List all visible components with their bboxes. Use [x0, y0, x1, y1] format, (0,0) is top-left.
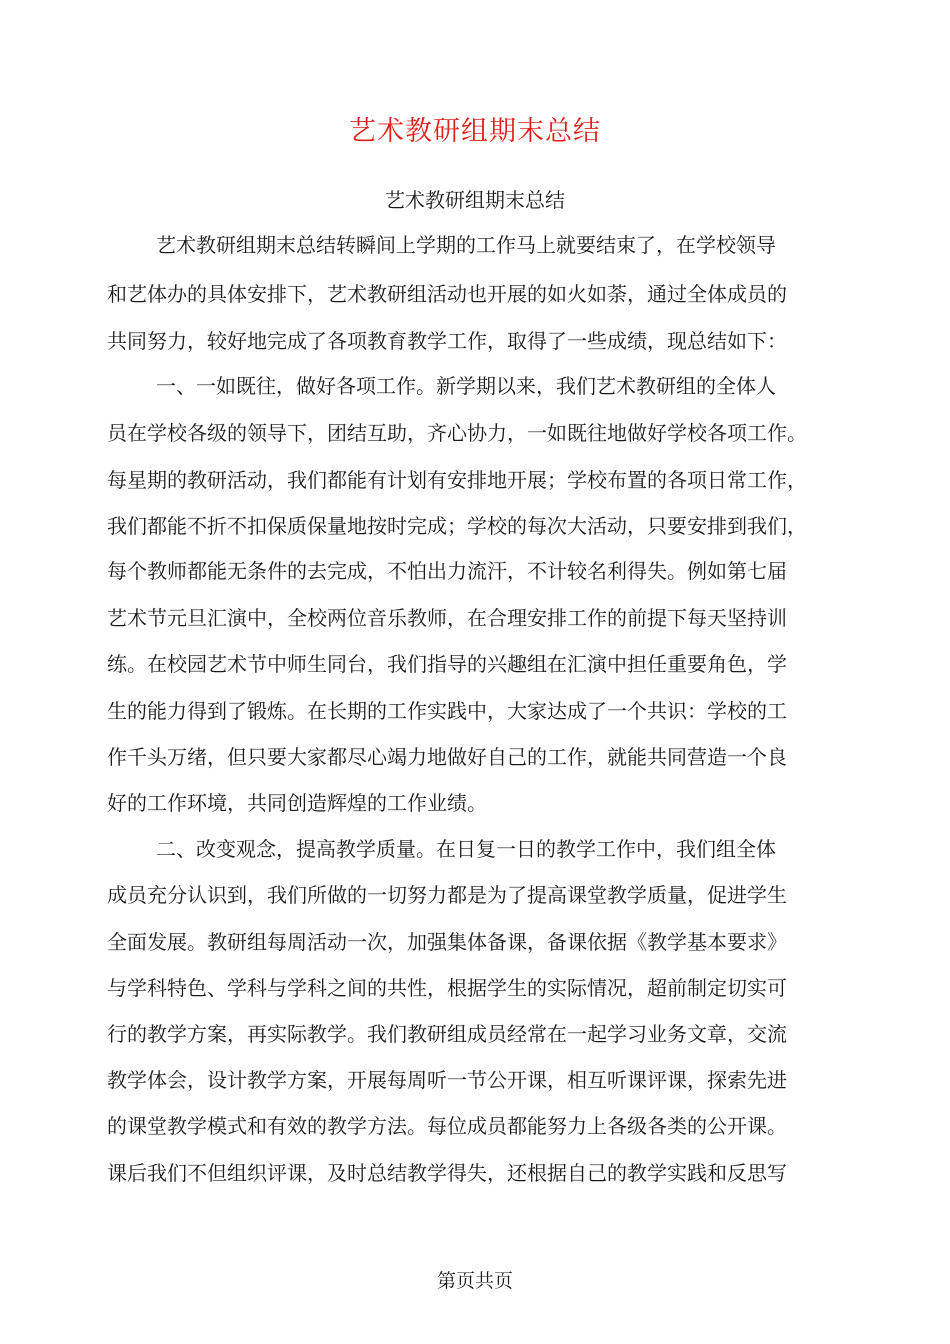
paragraph-line: 成员充分认识到，我们所做的一切努力都是为了提高课堂教学质量，促进学生 — [107, 883, 787, 907]
paragraph-line: 共同努力，较好地完成了各项教育教学工作，取得了一些成绩，现总结如下： — [107, 329, 787, 353]
paragraph-line: 员在学校各级的领导下，团结互助，齐心协力，一如既往地做好学校各项工作。 — [107, 421, 807, 445]
paragraph-line: 练。在校园艺术节中师生同台，我们指导的兴趣组在汇演中担任重要角色，学 — [107, 652, 787, 676]
paragraph-line: 和艺体办的具体安排下，艺术教研组活动也开展的如火如荼，通过全体成员的 — [107, 282, 787, 306]
paragraph-line: 作千头万绪，但只要大家都尽心竭力地做好自己的工作，就能共同营造一个良 — [107, 745, 787, 769]
document-title: 艺术教研组期末总结 — [349, 116, 601, 147]
paragraph-line: 二、改变观念，提高教学质量。在日复一日的教学工作中，我们组全体 — [156, 837, 776, 861]
paragraph-line: 全面发展。教研组每周活动一次，加强集体备课，备课依据《教学基本要求》 — [107, 930, 787, 954]
paragraph-line: 我们都能不折不扣保质保量地按时完成；学校的每次大活动，只要安排到我们， — [107, 514, 807, 538]
paragraph-line: 每个教师都能无条件的去完成，不怕出力流汗，不计较名利得失。例如第七届 — [107, 559, 787, 583]
paragraph-line: 艺术节元旦汇演中，全校两位音乐教师，在合理安排工作的前提下每天坚持训 — [107, 606, 787, 630]
paragraph-line: 艺术教研组期末总结转瞬间上学期的工作马上就要结束了，在学校领导 — [156, 233, 776, 257]
paragraph-line: 一、一如既往，做好各项工作。新学期以来，我们艺术教研组的全体人 — [156, 374, 776, 398]
paragraph-line: 每星期的教研活动，我们都能有计划有安排地开展；学校布置的各项日常工作， — [107, 468, 807, 492]
page-footer: 第页共页 — [436, 1270, 513, 1292]
paragraph-line: 行的教学方案，再实际教学。我们教研组成员经常在一起学习业务文章，交流 — [107, 1022, 787, 1046]
paragraph-line: 的课堂教学模式和有效的教学方法。每位成员都能努力上各级各类的公开课。 — [107, 1114, 787, 1138]
paragraph-line: 生的能力得到了锻炼。在长期的工作实践中，大家达成了一个共识：学校的工 — [107, 699, 787, 723]
paragraph-line: 教学体会，设计教学方案，开展每周听一节公开课，相互听课评课，探索先进 — [107, 1068, 787, 1092]
paragraph-line: 好的工作环境，共同创造辉煌的工作业绩。 — [107, 791, 487, 815]
document-subtitle: 艺术教研组期末总结 — [385, 188, 565, 212]
paragraph-line: 与学科特色、学科与学科之间的共性，根据学生的实际情况，超前制定切实可 — [107, 976, 787, 1000]
paragraph-line: 课后我们不但组织评课，及时总结教学得失，还根据自己的教学实践和反思写 — [107, 1161, 787, 1185]
